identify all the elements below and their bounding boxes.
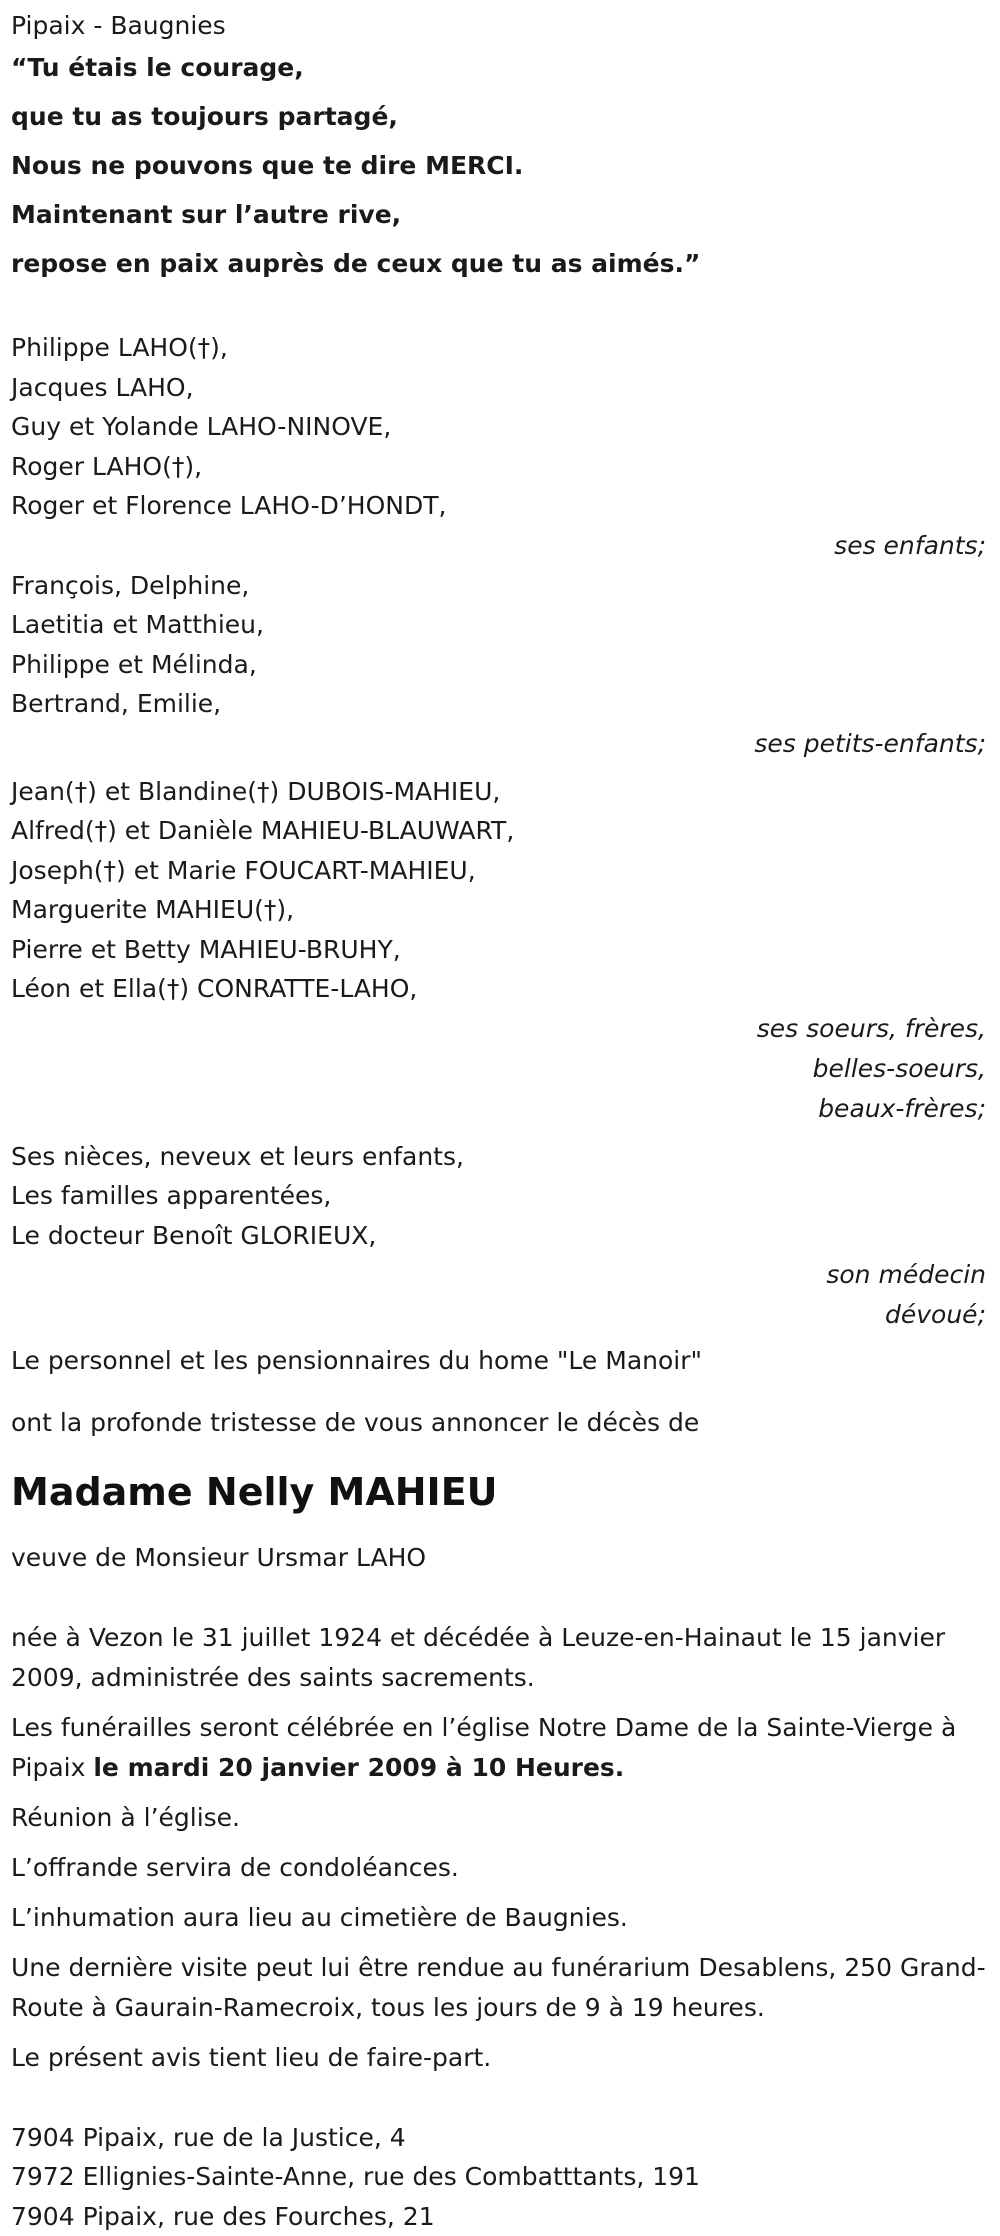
address-line: 7904 Pipaix, rue des Fourches, 21 <box>11 2197 986 2236</box>
visit-paragraph: Une dernière visite peut lui être rendue au funérarium Desablens, 250 Grand-Route à Gaurain-Ramecroix, tous les jours de 9 à 19 heures. <box>11 1948 986 2028</box>
meeting-paragraph: Réunion à l’église. <box>11 1798 986 1838</box>
family-member: Jean(†) et Blandine(†) DUBOIS-MAHIEU, <box>11 772 986 812</box>
staff-line: Le personnel et les pensionnaires du home "Le Manoir" <box>11 1341 986 1381</box>
family-member: Philippe LAHO(†), <box>11 328 986 368</box>
relationship-label: ses soeurs, frères, <box>11 1009 986 1049</box>
address-line: 7904 Pipaix, rue de la Justice, 4 <box>11 2118 986 2158</box>
relationship-label: ses petits-enfants; <box>11 724 986 764</box>
offering-paragraph: L’offrande servira de condoléances. <box>11 1848 986 1888</box>
others-section <box>11 1137 986 1381</box>
address-line: 7972 Ellignies-Sainte-Anne, rue des Combatttants, 191 <box>11 2157 986 2197</box>
family-member: Marguerite MAHIEU(†), <box>11 890 986 930</box>
quote-block <box>11 43 986 288</box>
relationship-label: son médecin <box>11 1255 986 1295</box>
birth-death-paragraph: née à Vezon le 31 juillet 1924 et décédée à Leuze-en-Hainaut le 15 janvier 2009, administrée des saints sacrements. <box>11 1618 986 1698</box>
grandchildren-section <box>11 566 986 764</box>
place-header: Pipaix - Baugnies <box>11 8 986 43</box>
children-section <box>11 328 986 566</box>
family-member: Guy et Yolande LAHO-NINOVE, <box>11 407 986 447</box>
deceased-name: Madame Nelly MAHIEU <box>11 1462 986 1522</box>
notice-paragraph: Le présent avis tient lieu de faire-part. <box>11 2038 986 2078</box>
addresses-section <box>11 2118 986 2236</box>
family-member: Jacques LAHO, <box>11 368 986 408</box>
family-member: Ses nièces, neveux et leurs enfants, <box>11 1137 986 1177</box>
relationship-label: belles-soeurs, <box>11 1049 986 1089</box>
family-member: Pierre et Betty MAHIEU-BRUHY, <box>11 930 986 970</box>
siblings-section <box>11 772 986 1129</box>
quote-line: repose en paix auprès de ceux que tu as aimés.” <box>11 239 986 288</box>
funeral-text: Les funérailles seront célébrée en l’église Notre Dame de la Sainte-Vierge à Pipaix <box>11 1713 956 1782</box>
quote-line: Nous ne pouvons que te dire MERCI. <box>11 141 986 190</box>
quote-line: Maintenant sur l’autre rive, <box>11 190 986 239</box>
relationship-label: dévoué; <box>11 1295 986 1335</box>
widow-of-line: veuve de Monsieur Ursmar LAHO <box>11 1538 986 1578</box>
details-section <box>11 1618 986 2078</box>
family-member: François, Delphine, <box>11 566 986 606</box>
family-member: Laetitia et Matthieu, <box>11 605 986 645</box>
family-member: Le docteur Benoît GLORIEUX, <box>11 1216 986 1256</box>
family-member: Bertrand, Emilie, <box>11 684 986 724</box>
funeral-paragraph <box>11 1708 986 1788</box>
family-member: Roger et Florence LAHO-D’HONDT, <box>11 486 986 526</box>
relationship-label: beaux-frères; <box>11 1089 986 1129</box>
family-member: Les familles apparentées, <box>11 1176 986 1216</box>
family-member: Roger LAHO(†), <box>11 447 986 487</box>
burial-paragraph: L’inhumation aura lieu au cimetière de Baugnies. <box>11 1898 986 1938</box>
family-member: Philippe et Mélinda, <box>11 645 986 685</box>
quote-line: “Tu étais le courage, <box>11 43 986 92</box>
announcement-text: ont la profonde tristesse de vous annoncer le décès de <box>11 1403 986 1443</box>
family-member: Alfred(†) et Danièle MAHIEU-BLAUWART, <box>11 811 986 851</box>
funeral-date: le mardi 20 janvier 2009 à 10 Heures. <box>93 1753 624 1782</box>
quote-line: que tu as toujours partagé, <box>11 92 986 141</box>
relationship-label: ses enfants; <box>11 526 986 566</box>
family-member: Joseph(†) et Marie FOUCART-MAHIEU, <box>11 851 986 891</box>
family-member: Léon et Ella(†) CONRATTE-LAHO, <box>11 969 986 1009</box>
